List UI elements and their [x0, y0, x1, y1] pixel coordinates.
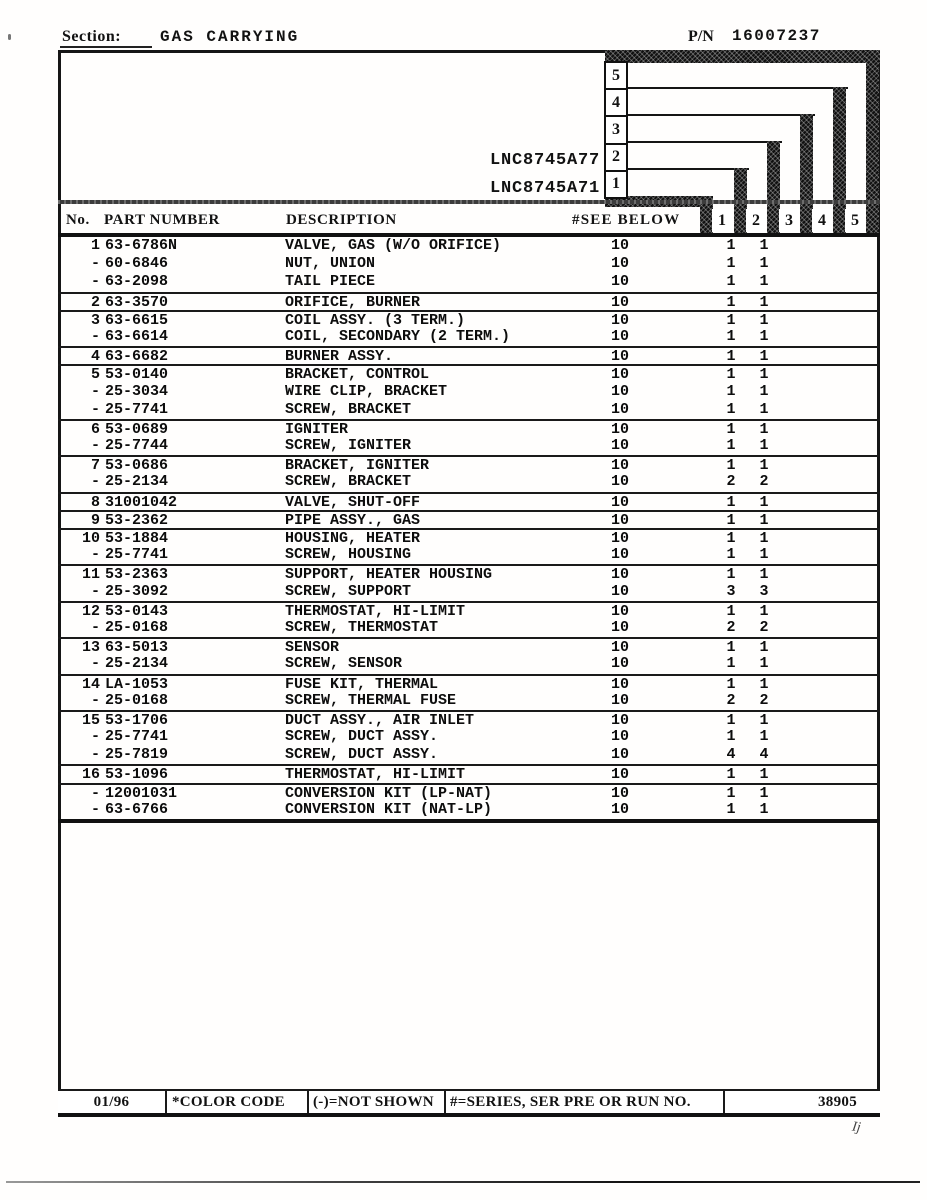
- step-cell-3: 3: [606, 117, 626, 144]
- cell-desc: SUPPORT, HEATER HOUSING: [285, 566, 493, 584]
- footer-date: 01/96: [93, 1094, 130, 1110]
- col-header-no: No.: [66, 212, 90, 228]
- table-header-top-rule: [58, 200, 880, 204]
- cell-q2: 1: [759, 711, 769, 729]
- cell-no: 3: [90, 311, 100, 329]
- cell-series: 10: [610, 348, 629, 366]
- cell-part: 25-0168: [105, 691, 169, 709]
- cell-q2: 1: [759, 255, 769, 273]
- table-row: [58, 728, 880, 746]
- table-row: [58, 655, 880, 673]
- cell-q1: 1: [726, 493, 736, 511]
- table-row: [58, 746, 880, 764]
- cell-series: 10: [610, 618, 629, 636]
- table-row: [58, 601, 880, 619]
- cell-part: 25-2134: [105, 473, 169, 491]
- cell-q2: 4: [759, 746, 769, 764]
- cell-no: -: [90, 437, 100, 455]
- cell-desc: FUSE KIT, THERMAL: [285, 675, 439, 693]
- cell-desc: SCREW, THERMOSTAT: [285, 618, 439, 636]
- section-underline: [60, 46, 152, 48]
- cell-q2: 1: [759, 655, 769, 673]
- cell-desc: IGNITER: [285, 420, 349, 438]
- cell-part: 53-1706: [105, 711, 169, 729]
- cell-series: 10: [610, 420, 629, 438]
- page-bottom-scan-line: [6, 1181, 920, 1183]
- step-cell-4: 4: [606, 90, 626, 117]
- cell-part: 25-2134: [105, 655, 169, 673]
- table-row: [58, 455, 880, 473]
- cell-series: 10: [610, 293, 629, 311]
- box-top-border: [58, 50, 608, 53]
- cell-desc: PIPE ASSY., GAS: [285, 511, 421, 529]
- cell-no: -: [90, 327, 100, 345]
- cell-q2: 1: [759, 566, 769, 584]
- table-row: [58, 801, 880, 819]
- cell-desc: COIL, SECONDARY (2 TERM.): [285, 327, 511, 345]
- cell-q1: 1: [726, 602, 736, 620]
- footer-color-code-note: *COLOR CODE: [172, 1094, 285, 1110]
- cell-series: 10: [610, 582, 629, 600]
- cell-no: 16: [81, 766, 100, 784]
- cell-part: 53-0686: [105, 457, 169, 475]
- cell-desc: WIRE CLIP, BRACKET: [285, 382, 448, 400]
- cell-q2: 1: [759, 675, 769, 693]
- cell-series: 10: [610, 255, 629, 273]
- col-header-part-number: PART NUMBER: [104, 212, 220, 228]
- table-row: [58, 401, 880, 419]
- cell-no: 5: [90, 366, 100, 384]
- section-value: GAS CARRYING: [160, 28, 300, 46]
- col-header-model-2: 2: [746, 209, 766, 232]
- cell-q2: 1: [759, 530, 769, 547]
- cell-no: 7: [90, 457, 100, 475]
- cell-no: 13: [81, 639, 100, 657]
- cell-desc: BRACKET, CONTROL: [285, 366, 430, 384]
- cell-part: 63-3570: [105, 293, 169, 311]
- cell-part: 63-6786N: [105, 237, 178, 254]
- cell-q2: 1: [759, 511, 769, 529]
- cell-q2: 1: [759, 728, 769, 746]
- cell-series: 10: [610, 530, 629, 547]
- cell-desc: TAIL PIECE: [285, 273, 376, 291]
- model-number-row1: LNC8745A71: [489, 179, 600, 198]
- footer-divider: [444, 1091, 446, 1113]
- cell-q2: 1: [759, 237, 769, 254]
- step-line-4: [628, 114, 815, 116]
- cell-series: 10: [610, 639, 629, 657]
- col-header-model-4: 4: [812, 209, 832, 232]
- cell-part: 25-3092: [105, 582, 169, 600]
- cell-part: 25-7741: [105, 400, 169, 418]
- cell-q1: 1: [726, 457, 736, 475]
- cell-no: -: [90, 800, 100, 818]
- cell-no: 15: [81, 711, 100, 729]
- cell-part: 53-1096: [105, 766, 169, 784]
- cell-q1: 2: [726, 691, 736, 709]
- footer-legend: [58, 1089, 880, 1117]
- cell-desc: VALVE, SHUT-OFF: [285, 493, 421, 511]
- cell-part: 63-6615: [105, 311, 169, 329]
- cell-q1: 1: [726, 382, 736, 400]
- cell-series: 10: [610, 493, 629, 511]
- cell-q1: 2: [726, 473, 736, 491]
- cell-series: 10: [610, 366, 629, 384]
- cell-part: 25-7744: [105, 437, 169, 455]
- cell-q2: 1: [759, 546, 769, 564]
- cell-desc: SENSOR: [285, 639, 340, 657]
- cell-q2: 1: [759, 366, 769, 384]
- cell-q2: 1: [759, 327, 769, 345]
- cell-series: 10: [610, 511, 629, 529]
- cell-part: LA-1053: [105, 675, 169, 693]
- cell-q1: 3: [726, 582, 736, 600]
- cell-no: 1: [90, 237, 100, 254]
- cell-desc: SCREW, HOUSING: [285, 546, 412, 564]
- cell-q2: 1: [759, 639, 769, 657]
- table-row: [58, 328, 880, 346]
- cell-q1: 1: [726, 400, 736, 418]
- cell-q1: 1: [726, 255, 736, 273]
- cell-no: 12: [81, 602, 100, 620]
- step-cell-2: 2: [606, 145, 626, 172]
- cell-q1: 1: [726, 348, 736, 366]
- cell-part: 25-7741: [105, 728, 169, 746]
- cell-series: 10: [610, 273, 629, 291]
- table-row: [58, 364, 880, 382]
- cell-q2: 1: [759, 420, 769, 438]
- cell-desc: BRACKET, IGNITER: [285, 457, 430, 475]
- cell-no: -: [90, 473, 100, 491]
- cell-part: 25-7741: [105, 546, 169, 564]
- cell-part: 53-0689: [105, 420, 169, 438]
- cell-series: 10: [610, 400, 629, 418]
- cell-part: 63-5013: [105, 639, 169, 657]
- table-row: [58, 692, 880, 710]
- cell-desc: SCREW, SENSOR: [285, 655, 403, 673]
- cell-q1: 1: [726, 420, 736, 438]
- table-row: [58, 310, 880, 328]
- cell-desc: SCREW, BRACKET: [285, 400, 412, 418]
- section-label: Section:: [62, 28, 122, 45]
- cell-no: 4: [90, 348, 100, 366]
- table-row: [58, 564, 880, 582]
- cell-q1: 1: [726, 311, 736, 329]
- col-header-description: DESCRIPTION: [286, 212, 397, 228]
- table-row: [58, 237, 880, 255]
- cell-q1: 1: [726, 546, 736, 564]
- cell-series: 10: [610, 655, 629, 673]
- table-row: [58, 546, 880, 564]
- diagram-top-band: [605, 50, 880, 63]
- cell-no: -: [90, 784, 100, 802]
- footer-not-shown-note: (-)=NOT SHOWN: [313, 1094, 434, 1110]
- cell-no: -: [90, 746, 100, 764]
- cell-series: 10: [610, 602, 629, 620]
- step-cell-5: 5: [606, 63, 626, 90]
- cell-no: -: [90, 273, 100, 291]
- cell-part: 12001031: [105, 784, 178, 802]
- cell-part: 31001042: [105, 493, 178, 511]
- cell-part: 53-0140: [105, 366, 169, 384]
- cell-q2: 1: [759, 311, 769, 329]
- parts-table-body: [58, 237, 880, 819]
- table-row: [58, 583, 880, 601]
- stray-pen-mark: Ij: [851, 1119, 862, 1136]
- cell-part: 25-7819: [105, 746, 169, 764]
- cell-no: 11: [81, 566, 100, 584]
- cell-series: 10: [610, 566, 629, 584]
- cell-q2: 1: [759, 273, 769, 291]
- cell-part: 53-1884: [105, 530, 169, 547]
- cell-part: 63-2098: [105, 273, 169, 291]
- cell-q2: 2: [759, 618, 769, 636]
- cell-no: -: [90, 728, 100, 746]
- cell-desc: CONVERSION KIT (NAT-LP): [285, 800, 493, 818]
- cell-q2: 1: [759, 382, 769, 400]
- cell-series: 10: [610, 691, 629, 709]
- step-line-3: [628, 141, 782, 143]
- cell-q2: 1: [759, 348, 769, 366]
- cell-series: 10: [610, 784, 629, 802]
- cell-q2: 2: [759, 473, 769, 491]
- cell-q2: 1: [759, 493, 769, 511]
- cell-part: 63-6682: [105, 348, 169, 366]
- cell-q1: 1: [726, 366, 736, 384]
- cell-q2: 3: [759, 582, 769, 600]
- cell-q1: 1: [726, 530, 736, 547]
- cell-desc: NUT, UNION: [285, 255, 376, 273]
- cell-series: 10: [610, 675, 629, 693]
- cell-part: 53-2362: [105, 511, 169, 529]
- scan-speck: [8, 34, 11, 40]
- cell-q1: 1: [726, 639, 736, 657]
- footer-divider: [307, 1091, 309, 1113]
- cell-series: 10: [610, 711, 629, 729]
- cell-q1: 1: [726, 273, 736, 291]
- cell-q2: 1: [759, 457, 769, 475]
- cell-series: 10: [610, 546, 629, 564]
- cell-q2: 1: [759, 437, 769, 455]
- footer-divider: [165, 1091, 167, 1113]
- cell-desc: SCREW, SUPPORT: [285, 582, 412, 600]
- cell-no: -: [90, 618, 100, 636]
- cell-no: -: [90, 546, 100, 564]
- cell-desc: SCREW, BRACKET: [285, 473, 412, 491]
- table-row: [58, 510, 880, 528]
- cell-q1: 1: [726, 766, 736, 784]
- table-row: [58, 637, 880, 655]
- table-row: [58, 674, 880, 692]
- cell-q1: 1: [726, 566, 736, 584]
- step-line-5: [628, 87, 848, 89]
- col-header-model-1: 1: [712, 209, 732, 232]
- cell-desc: BURNER ASSY.: [285, 348, 394, 366]
- cell-desc: THERMOSTAT, HI-LIMIT: [285, 602, 466, 620]
- cell-q2: 1: [759, 766, 769, 784]
- cell-q1: 2: [726, 618, 736, 636]
- cell-no: 2: [90, 293, 100, 311]
- cell-desc: CONVERSION KIT (LP-NAT): [285, 784, 493, 802]
- cell-q1: 1: [726, 511, 736, 529]
- table-end-rule: [58, 819, 880, 823]
- cell-no: -: [90, 400, 100, 418]
- cell-q1: 1: [726, 327, 736, 345]
- cell-series: 10: [610, 437, 629, 455]
- table-row: [58, 437, 880, 455]
- table-row: [58, 473, 880, 491]
- cell-series: 10: [610, 311, 629, 329]
- cell-part: 60-6846: [105, 255, 169, 273]
- cell-series: 10: [610, 327, 629, 345]
- cell-series: 10: [610, 800, 629, 818]
- table-row: [58, 783, 880, 801]
- part-number-label: P/N: [688, 28, 714, 45]
- cell-q1: 1: [726, 293, 736, 311]
- cell-q2: 1: [759, 293, 769, 311]
- cell-desc: SCREW, DUCT ASSY.: [285, 728, 439, 746]
- cell-no: 14: [81, 675, 100, 693]
- table-row: [58, 383, 880, 401]
- cell-part: 63-6614: [105, 327, 169, 345]
- cell-q2: 1: [759, 800, 769, 818]
- cell-desc: SCREW, DUCT ASSY.: [285, 746, 439, 764]
- cell-desc: COIL ASSY. (3 TERM.): [285, 311, 466, 329]
- cell-q1: 1: [726, 655, 736, 673]
- part-number-value: 16007237: [732, 27, 821, 45]
- step-cell-1: 1: [612, 175, 620, 193]
- table-row: [58, 419, 880, 437]
- cell-part: 63-6766: [105, 800, 169, 818]
- cell-q2: 2: [759, 691, 769, 709]
- table-row: [58, 710, 880, 728]
- table-row: [58, 764, 880, 782]
- cell-series: 10: [610, 766, 629, 784]
- col-header-model-5: 5: [845, 209, 865, 232]
- cell-q2: 1: [759, 602, 769, 620]
- col-header-model-3: 3: [779, 209, 799, 232]
- cell-no: -: [90, 255, 100, 273]
- cell-part: 25-0168: [105, 618, 169, 636]
- table-row: [58, 273, 880, 291]
- diagram-step-cells: [604, 61, 628, 199]
- cell-q2: 1: [759, 400, 769, 418]
- cell-no: 6: [90, 420, 100, 438]
- footer-series-note: #=SERIES, SER PRE OR RUN NO.: [450, 1094, 691, 1110]
- cell-q1: 1: [726, 784, 736, 802]
- cell-desc: THERMOSTAT, HI-LIMIT: [285, 766, 466, 784]
- cell-no: 8: [90, 493, 100, 511]
- cell-q1: 4: [726, 746, 736, 764]
- cell-no: -: [90, 655, 100, 673]
- cell-series: 10: [610, 728, 629, 746]
- cell-q1: 1: [726, 800, 736, 818]
- cell-desc: SCREW, THERMAL FUSE: [285, 691, 457, 709]
- table-row: [58, 528, 880, 546]
- cell-series: 10: [610, 457, 629, 475]
- table-row: [58, 346, 880, 364]
- cell-part: 53-0143: [105, 602, 169, 620]
- table-row: [58, 255, 880, 273]
- step-line-2: [628, 168, 749, 170]
- cell-q1: 1: [726, 711, 736, 729]
- cell-desc: SCREW, IGNITER: [285, 437, 412, 455]
- cell-q1: 1: [726, 237, 736, 254]
- cell-q1: 1: [726, 437, 736, 455]
- cell-q2: 1: [759, 784, 769, 802]
- cell-part: 53-2363: [105, 566, 169, 584]
- cell-part: 25-3034: [105, 382, 169, 400]
- cell-no: 9: [90, 511, 100, 529]
- model-number-row2: LNC8745A77: [489, 151, 600, 170]
- cell-desc: DUCT ASSY., AIR INLET: [285, 711, 475, 729]
- cell-desc: HOUSING, HEATER: [285, 530, 421, 547]
- col-header-see-below: #SEE BELOW: [572, 212, 681, 228]
- cell-q1: 1: [726, 728, 736, 746]
- cell-desc: VALVE, GAS (W/O ORIFICE): [285, 237, 502, 254]
- cell-series: 10: [610, 237, 629, 254]
- table-row: [58, 619, 880, 637]
- cell-no: 10: [81, 530, 100, 547]
- cell-no: -: [90, 582, 100, 600]
- table-row: [58, 292, 880, 310]
- table-row: [58, 492, 880, 510]
- cell-q1: 1: [726, 675, 736, 693]
- cell-no: -: [90, 382, 100, 400]
- cell-series: 10: [610, 746, 629, 764]
- cell-series: 10: [610, 382, 629, 400]
- cell-series: 10: [610, 473, 629, 491]
- diagram-bar-5: [866, 50, 879, 233]
- cell-no: -: [90, 691, 100, 709]
- cell-desc: ORIFICE, BURNER: [285, 293, 421, 311]
- footer-doc-number: 38905: [818, 1094, 857, 1110]
